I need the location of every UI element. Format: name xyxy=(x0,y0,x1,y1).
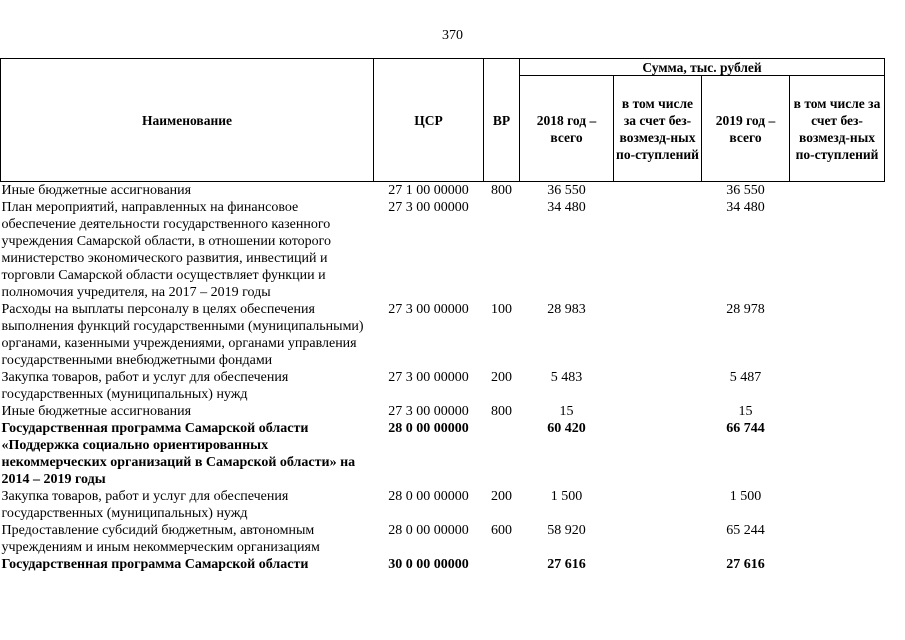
table-row xyxy=(1,488,885,522)
row-2018-total: 15 xyxy=(559,404,574,419)
row-name: Иные бюджетные ассигнования xyxy=(1,183,192,198)
row-2019-total: 28 978 xyxy=(726,302,765,317)
header-sum-group: Сумма, тыс. рублей xyxy=(520,59,885,76)
row-2019-total: 15 xyxy=(738,404,753,419)
row-2019-total: 1 500 xyxy=(729,489,762,504)
row-2019-free xyxy=(790,369,885,403)
row-csr: 28 0 00 00000 xyxy=(388,421,469,436)
header-2018-total: 2018 год – всего xyxy=(520,76,614,182)
row-csr: 30 0 00 00000 xyxy=(388,557,469,572)
table-row xyxy=(1,522,885,556)
row-2018-total: 36 550 xyxy=(547,183,586,198)
row-2019-total: 27 616 xyxy=(726,557,765,572)
header-2019-free: в том числе за счет без-возмезд-ных по-ступлений xyxy=(790,76,885,182)
row-2018-free xyxy=(614,182,702,200)
budget-table xyxy=(0,58,885,573)
row-2019-free xyxy=(790,522,885,556)
row-2019-free xyxy=(790,556,885,573)
header-name: Наименование xyxy=(1,59,374,182)
row-csr: 27 3 00 00000 xyxy=(388,404,469,419)
row-2018-free xyxy=(614,301,702,369)
row-2018-free xyxy=(614,420,702,488)
row-csr: 28 0 00 00000 xyxy=(388,489,469,504)
row-2018-free xyxy=(614,369,702,403)
row-name: Закупка товаров, работ и услуг для обеспечения государственных (муниципальных) нужд xyxy=(1,489,289,521)
row-name: Предоставление субсидий бюджетным, автономным учреждениям и иным некоммерческим организациям xyxy=(1,523,320,555)
row-vr xyxy=(484,420,520,488)
row-2018-total: 5 483 xyxy=(550,370,583,385)
row-2018-free xyxy=(614,488,702,522)
table-row-program xyxy=(1,420,885,488)
table-row xyxy=(1,403,885,420)
row-2019-total: 65 244 xyxy=(726,523,765,538)
row-2019-free xyxy=(790,488,885,522)
row-name: Расходы на выплаты персоналу в целях обеспечения выполнения функций государственными (муниципальными) органами, казенными учреждениями, органами управления государственными внебюджетными фондами xyxy=(1,302,364,368)
row-vr: 200 xyxy=(491,489,512,504)
row-2018-total: 60 420 xyxy=(547,421,586,436)
row-2019-total: 5 487 xyxy=(729,370,762,385)
page-number: 370 xyxy=(442,28,463,43)
row-2018-free xyxy=(614,199,702,301)
row-2018-free xyxy=(614,522,702,556)
row-2018-total: 28 983 xyxy=(547,302,586,317)
header-vr: ВР xyxy=(484,59,520,182)
table-row xyxy=(1,182,885,200)
row-vr xyxy=(484,556,520,573)
row-vr: 800 xyxy=(491,404,512,419)
row-2019-total: 36 550 xyxy=(726,183,765,198)
row-name: Иные бюджетные ассигнования xyxy=(1,404,192,419)
row-name: Закупка товаров, работ и услуг для обеспечения государственных (муниципальных) нужд xyxy=(1,370,289,402)
header-csr: ЦСР xyxy=(374,59,484,182)
row-2019-free xyxy=(790,420,885,488)
row-vr: 200 xyxy=(491,370,512,385)
row-2018-total: 34 480 xyxy=(547,200,586,215)
row-csr: 27 3 00 00000 xyxy=(388,200,469,215)
table-row-program xyxy=(1,556,885,573)
row-2019-free xyxy=(790,301,885,369)
row-2019-total: 66 744 xyxy=(726,421,765,436)
row-2018-free xyxy=(614,556,702,573)
row-csr: 27 1 00 00000 xyxy=(388,183,469,198)
header-2018-free: в том числе за счет без-возмезд-ных по-ступлений xyxy=(614,76,702,182)
table-header xyxy=(1,59,885,182)
row-2018-total: 58 920 xyxy=(547,523,586,538)
row-2018-total: 27 616 xyxy=(547,557,586,572)
row-vr: 600 xyxy=(491,523,512,538)
row-vr: 100 xyxy=(491,302,512,317)
row-csr: 28 0 00 00000 xyxy=(388,523,469,538)
table-row xyxy=(1,199,885,301)
row-name: Государственная программа Самарской области xyxy=(1,557,309,572)
table-body xyxy=(1,182,885,574)
row-2019-free xyxy=(790,403,885,420)
row-2019-total: 34 480 xyxy=(726,200,765,215)
row-csr: 27 3 00 00000 xyxy=(388,302,469,317)
row-csr: 27 3 00 00000 xyxy=(388,370,469,385)
row-2018-free xyxy=(614,403,702,420)
header-2019-total: 2019 год – всего xyxy=(702,76,790,182)
row-name: План мероприятий, направленных на финансовое обеспечение деятельности государственного казенного учреждения Самарской области, в отношении которого министерство экономического развития, инвестиций и торговли Самарской области осуществляет функции и полномочия учредителя, на 2017 – 2019 годы xyxy=(1,200,332,300)
row-2019-free xyxy=(790,182,885,200)
row-2019-free xyxy=(790,199,885,301)
row-vr: 800 xyxy=(491,183,512,198)
table-row xyxy=(1,369,885,403)
row-vr xyxy=(484,199,520,301)
row-name: Государственная программа Самарской области «Поддержка социально ориентированных некоммерческих организаций в Самарской области» на 2014 – 2019 годы xyxy=(1,421,356,487)
row-2018-total: 1 500 xyxy=(550,489,583,504)
table-row xyxy=(1,301,885,369)
